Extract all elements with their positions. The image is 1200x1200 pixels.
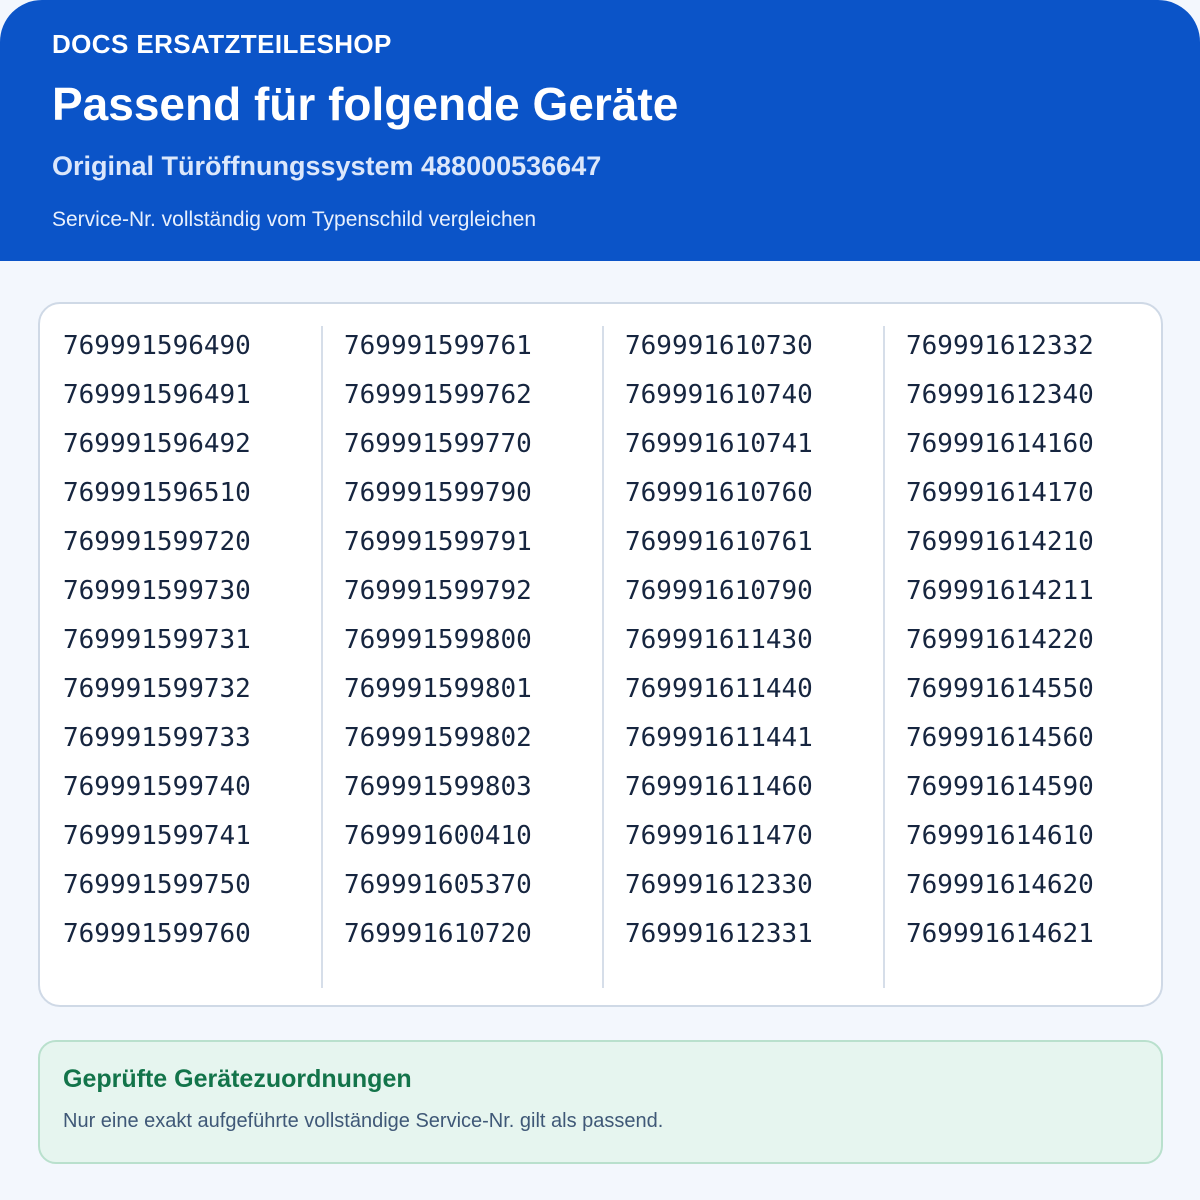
service-number: 769991614210	[906, 527, 1094, 557]
info-title: Geprüfte Gerätezuordnungen	[63, 1065, 412, 1093]
service-number-column-4	[883, 326, 1164, 988]
service-number: 769991599802	[344, 723, 532, 753]
service-number: 769991599790	[344, 478, 532, 508]
service-number: 769991599730	[63, 576, 251, 606]
info-text: Nur eine exakt aufgeführte vollständige Service-Nr. gilt als passend.	[63, 1110, 664, 1132]
service-number: 769991599801	[344, 674, 532, 704]
service-number: 769991600410	[344, 821, 532, 851]
service-number: 769991612332	[906, 331, 1094, 361]
service-number: 769991599740	[63, 772, 251, 802]
header-hint: Service-Nr. vollständig vom Typenschild vergleichen	[52, 208, 537, 231]
service-number: 769991610740	[625, 380, 813, 410]
service-number: 769991599731	[63, 625, 251, 655]
service-number: 769991610760	[625, 478, 813, 508]
service-number: 769991611430	[625, 625, 813, 655]
shop-brand: DOCS ERSATZTEILESHOP	[52, 29, 392, 59]
service-number: 769991596510	[63, 478, 251, 508]
service-number: 769991612331	[625, 919, 813, 949]
service-number: 769991599761	[344, 331, 532, 361]
service-number: 769991599792	[344, 576, 532, 606]
service-number: 769991599791	[344, 527, 532, 557]
service-number: 769991611441	[625, 723, 813, 753]
service-number-column-1	[40, 326, 321, 988]
page-header	[0, 0, 1200, 261]
service-number: 769991599800	[344, 625, 532, 655]
service-number: 769991614550	[906, 674, 1094, 704]
service-number: 769991614560	[906, 723, 1094, 753]
service-number: 769991612340	[906, 380, 1094, 410]
service-number-list	[38, 302, 1163, 1007]
service-number-column-2	[321, 326, 602, 988]
service-number: 769991611470	[625, 821, 813, 851]
service-number: 769991612330	[625, 870, 813, 900]
service-number: 769991614160	[906, 429, 1094, 459]
service-number: 769991599770	[344, 429, 532, 459]
service-number: 769991614211	[906, 576, 1094, 606]
service-number: 769991596492	[63, 429, 251, 459]
service-number: 769991599762	[344, 380, 532, 410]
product-subtitle: Original Türöffnungssystem 488000536647	[52, 151, 602, 181]
service-number: 769991599803	[344, 772, 532, 802]
service-number: 769991599750	[63, 870, 251, 900]
service-number: 769991610761	[625, 527, 813, 557]
service-number: 769991610730	[625, 331, 813, 361]
service-number: 769991611460	[625, 772, 813, 802]
service-number: 769991614621	[906, 919, 1094, 949]
service-number: 769991611440	[625, 674, 813, 704]
verified-info-box	[38, 1040, 1163, 1164]
service-number: 769991614590	[906, 772, 1094, 802]
service-number: 769991605370	[344, 870, 532, 900]
service-number: 769991599732	[63, 674, 251, 704]
service-number: 769991610741	[625, 429, 813, 459]
service-number: 769991599760	[63, 919, 251, 949]
service-number: 769991614170	[906, 478, 1094, 508]
service-number-column-3	[602, 326, 883, 988]
service-number: 769991610720	[344, 919, 532, 949]
service-number: 769991596490	[63, 331, 251, 361]
service-number: 769991599733	[63, 723, 251, 753]
service-number: 769991610790	[625, 576, 813, 606]
service-number: 769991614220	[906, 625, 1094, 655]
service-number: 769991599741	[63, 821, 251, 851]
service-number: 769991596491	[63, 380, 251, 410]
page-title: Passend für folgende Geräte	[52, 78, 679, 130]
service-number: 769991614610	[906, 821, 1094, 851]
service-number: 769991599720	[63, 527, 251, 557]
service-number: 769991614620	[906, 870, 1094, 900]
